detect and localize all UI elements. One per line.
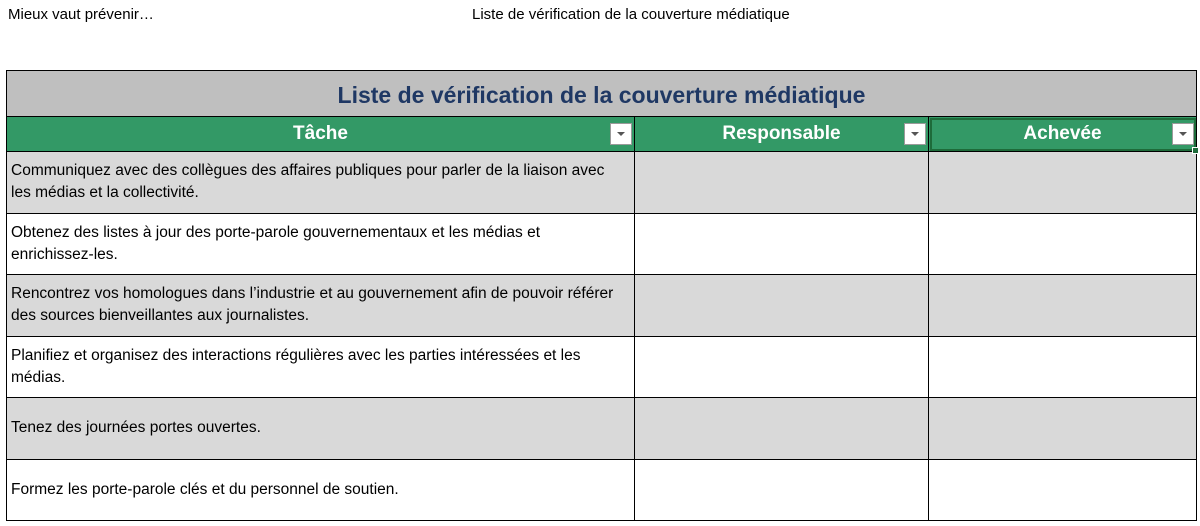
column-header-label: Tâche	[293, 123, 348, 144]
task-cell[interactable]: Tenez des journées portes ouvertes.	[7, 398, 635, 460]
task-cell[interactable]: Communiquez avec des collègues des affaires publiques pour parler de la liaison avec les médias et la collectivité.	[7, 152, 635, 214]
table-row	[7, 152, 1197, 214]
task-cell[interactable]: Planifiez et organisez des interactions régulières avec les parties intéressées et les médias.	[7, 336, 635, 398]
page-header-left: Mieux vaut prévenir…	[8, 6, 154, 23]
task-cell[interactable]: Obtenez des listes à jour des porte-parole gouvernementaux et les médias et enrichissez-les.	[7, 213, 635, 275]
table-title[interactable]: Liste de vérification de la couverture médiatique	[7, 71, 1197, 117]
selection-fill-handle[interactable]	[1192, 147, 1199, 154]
responsable-cell[interactable]	[635, 398, 929, 460]
responsable-cell[interactable]	[635, 152, 929, 214]
responsable-cell[interactable]	[635, 275, 929, 337]
table-row	[7, 336, 1197, 398]
column-header-label: Responsable	[722, 123, 841, 144]
table-row	[7, 275, 1197, 337]
achevee-cell[interactable]	[929, 459, 1197, 521]
achevee-cell[interactable]	[929, 336, 1197, 398]
chevron-down-icon	[1179, 132, 1187, 136]
achevee-cell[interactable]	[929, 275, 1197, 337]
table-row	[7, 459, 1197, 521]
achevee-cell[interactable]	[929, 213, 1197, 275]
filter-dropdown-button[interactable]	[610, 123, 632, 145]
checklist-table	[6, 70, 1197, 521]
responsable-cell[interactable]	[635, 459, 929, 521]
column-header-label: Achevée	[1023, 123, 1102, 144]
column-header-responsable[interactable]	[635, 117, 929, 152]
responsable-cell[interactable]	[635, 336, 929, 398]
table-row	[7, 398, 1197, 460]
task-cell[interactable]: Formez les porte-parole clés et du personnel de soutien.	[7, 459, 635, 521]
responsable-cell[interactable]	[635, 213, 929, 275]
task-cell[interactable]: Rencontrez vos homologues dans l’industrie et au gouvernement afin de pouvoir référer des sources bienveillantes aux journalistes.	[7, 275, 635, 337]
table-row	[7, 213, 1197, 275]
filter-dropdown-button[interactable]	[904, 123, 926, 145]
chevron-down-icon	[617, 132, 625, 136]
filter-dropdown-button[interactable]	[1172, 123, 1194, 145]
achevee-cell[interactable]	[929, 152, 1197, 214]
page-header-title: Liste de vérification de la couverture médiatique	[472, 6, 790, 23]
chevron-down-icon	[911, 132, 919, 136]
column-header-tache[interactable]	[7, 117, 635, 152]
column-header-achevee[interactable]	[929, 117, 1197, 152]
achevee-cell[interactable]	[929, 398, 1197, 460]
